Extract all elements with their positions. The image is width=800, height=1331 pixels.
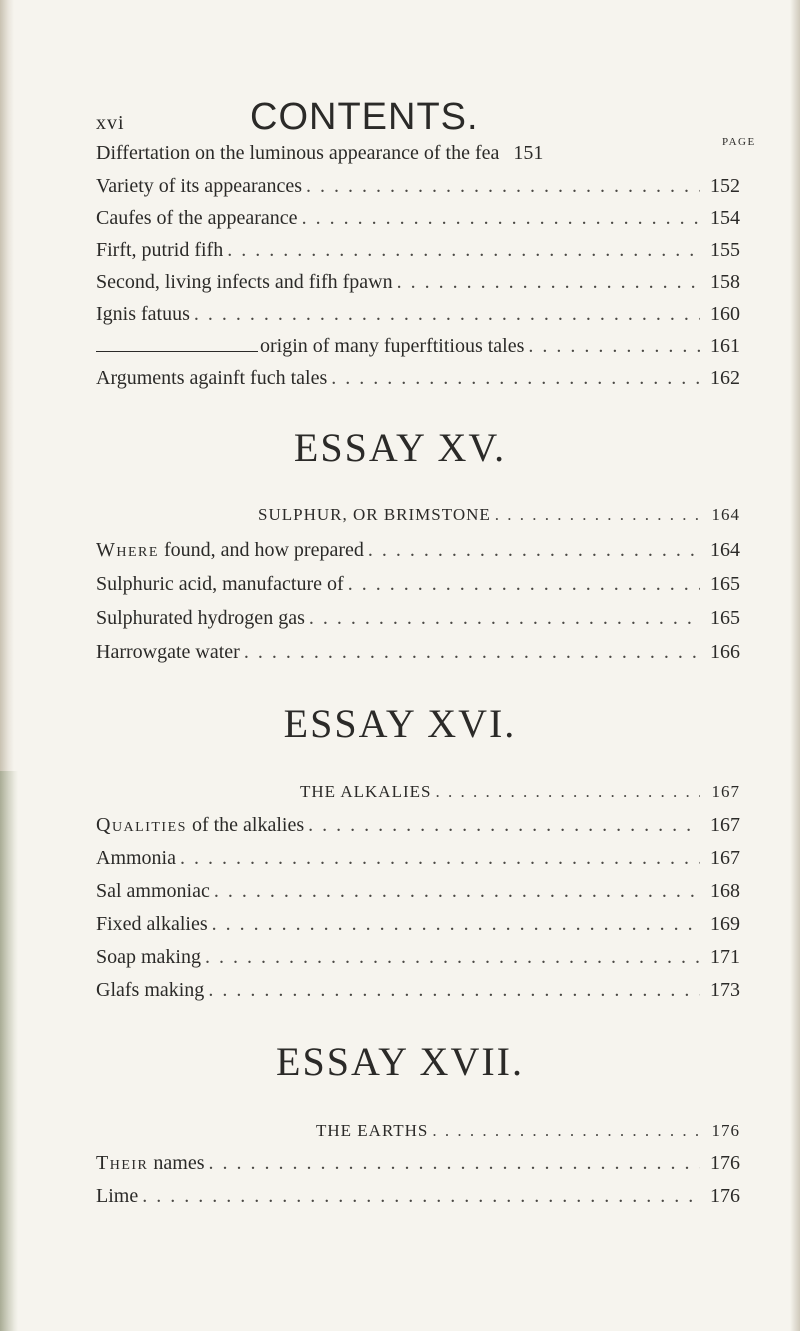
toc-entry-page: 160 <box>710 303 740 325</box>
leader-dots <box>244 639 700 665</box>
page-title: CONTENTS. <box>250 96 479 138</box>
leader-dots <box>142 1183 700 1209</box>
toc-entry-text: origin of many fuperftitious tales <box>260 335 525 357</box>
toc-entry <box>96 605 740 631</box>
toc-entry-rest: found, and how prepared <box>158 539 364 561</box>
toc-entry-page: 169 <box>710 913 740 935</box>
toc-entry <box>96 1183 740 1209</box>
toc-entry-page: 176 <box>710 1185 740 1207</box>
toc-entry-text: Differtation on the luminous appearance of the fea <box>96 142 500 164</box>
leader-dots <box>308 812 700 838</box>
toc-entry-text <box>96 1150 204 1176</box>
toc-entry-text: Ignis fatuus <box>96 303 190 325</box>
toc-entry <box>96 571 740 597</box>
toc-entry-page: 173 <box>710 979 740 1001</box>
page-edge-shadow-right <box>790 0 800 1331</box>
toc-entry <box>96 1150 740 1176</box>
toc-entry-text: Caufes of the appearance <box>96 207 298 229</box>
page-column-label: PAGE <box>722 136 756 148</box>
toc-entry-text: Lime <box>96 1185 139 1207</box>
toc-entry-text <box>96 812 304 838</box>
toc-entry-page: 151 <box>513 142 544 164</box>
leader-dots <box>194 301 700 327</box>
leader-dots <box>432 1118 700 1144</box>
leader-dots <box>495 502 700 528</box>
toc-entry-page: 155 <box>710 239 740 261</box>
leader-dots <box>214 878 700 904</box>
toc-entry-page: 167 <box>710 847 740 869</box>
leader-dots <box>309 605 700 631</box>
toc-entry-page: 171 <box>710 946 740 968</box>
leader-dots <box>208 1150 700 1176</box>
leader-dots <box>348 571 700 597</box>
toc-entry <box>96 173 740 199</box>
toc-entry-text: Variety of its appearances <box>96 175 303 197</box>
toc-entry-text: Glafs making <box>96 979 205 1001</box>
leader-dots <box>180 845 700 871</box>
toc-entry-page: 167 <box>711 782 740 801</box>
toc-entry-lead: Qualities <box>96 814 187 836</box>
toc-entry-page: 165 <box>710 607 740 629</box>
toc-entry <box>96 911 740 937</box>
toc-entry-rest: names <box>148 1152 205 1174</box>
leader-dots <box>435 779 700 805</box>
toc-entry-text: Firft, putrid fifh <box>96 239 224 261</box>
page-number: xvi <box>96 112 125 134</box>
toc-entry <box>96 269 740 295</box>
leader-dots <box>227 237 700 263</box>
essay-heading: ESSAY XVII. <box>276 1039 524 1084</box>
leader-dots <box>331 365 700 391</box>
toc-entry-page: 166 <box>710 641 740 663</box>
toc-entry-text: Fixed alkalies <box>96 913 208 935</box>
toc-entry <box>96 639 740 665</box>
toc-entry-page: 164 <box>710 539 740 561</box>
toc-entry-text: Soap making <box>96 946 201 968</box>
toc-entry-page: 176 <box>710 1152 740 1174</box>
toc-subheading-text: THE EARTHS <box>316 1121 429 1140</box>
toc-entry <box>96 977 740 1003</box>
toc-entry <box>96 237 740 263</box>
toc-entry <box>96 812 740 838</box>
leader-dots <box>397 269 700 295</box>
leader-dots <box>306 173 700 199</box>
toc-subheading <box>300 779 740 805</box>
toc-entry-page: 167 <box>710 814 740 836</box>
leader-dots <box>368 537 700 563</box>
toc-entry <box>96 365 740 391</box>
toc-subheading-text: SULPHUR, OR BRIMSTONE <box>258 505 491 524</box>
toc-entry <box>96 845 740 871</box>
essay-heading: ESSAY XV. <box>293 425 507 470</box>
toc-entry-text: Sulphuric acid, manufacture of <box>96 573 344 595</box>
toc-entry-text: Sal ammoniac <box>96 880 210 902</box>
toc-entry-text: Harrowgate water <box>96 641 240 663</box>
toc-entry-page: 168 <box>710 880 740 902</box>
leader-dots <box>212 911 700 937</box>
toc-entry-text: Arguments againft fuch tales <box>96 367 328 389</box>
toc-entry <box>96 878 740 904</box>
toc-entry-page: 164 <box>711 505 740 524</box>
toc-entry <box>96 944 740 970</box>
toc-subheading <box>258 502 740 528</box>
leader-dots <box>302 205 700 231</box>
leader-dots <box>205 944 700 970</box>
toc-entry-lead: Their <box>96 1152 149 1174</box>
essay-heading: ESSAY XVI. <box>283 701 517 746</box>
toc-entry <box>96 301 740 327</box>
toc-entry-page: 161 <box>710 335 740 357</box>
toc-entry-rest: of the alkalies <box>186 814 305 836</box>
toc-entry-lead: Where <box>96 539 159 561</box>
toc-entry-page: 154 <box>710 207 740 229</box>
toc-entry <box>96 333 740 359</box>
toc-entry <box>96 140 740 166</box>
toc-entry-page: 165 <box>710 573 740 595</box>
toc-entry-page: 158 <box>710 271 740 293</box>
leader-dots <box>208 977 700 1003</box>
toc-entry-text: Sulphurated hydrogen gas <box>96 607 305 629</box>
toc-subheading-text: THE ALKALIES <box>300 782 432 801</box>
toc-entry-page: 152 <box>710 175 740 197</box>
toc-entry-page: 162 <box>710 367 740 389</box>
toc-entry <box>96 205 740 231</box>
toc-entry-text <box>96 537 364 563</box>
toc-entry-page: 176 <box>711 1121 740 1140</box>
toc-entry-text: Ammonia <box>96 847 176 869</box>
ditto-dash <box>96 351 258 352</box>
leader-dots <box>528 333 700 359</box>
toc-entry <box>96 537 740 563</box>
toc-entry-text: Second, living infects and fifh fpawn <box>96 271 393 293</box>
toc-subheading <box>316 1118 740 1144</box>
